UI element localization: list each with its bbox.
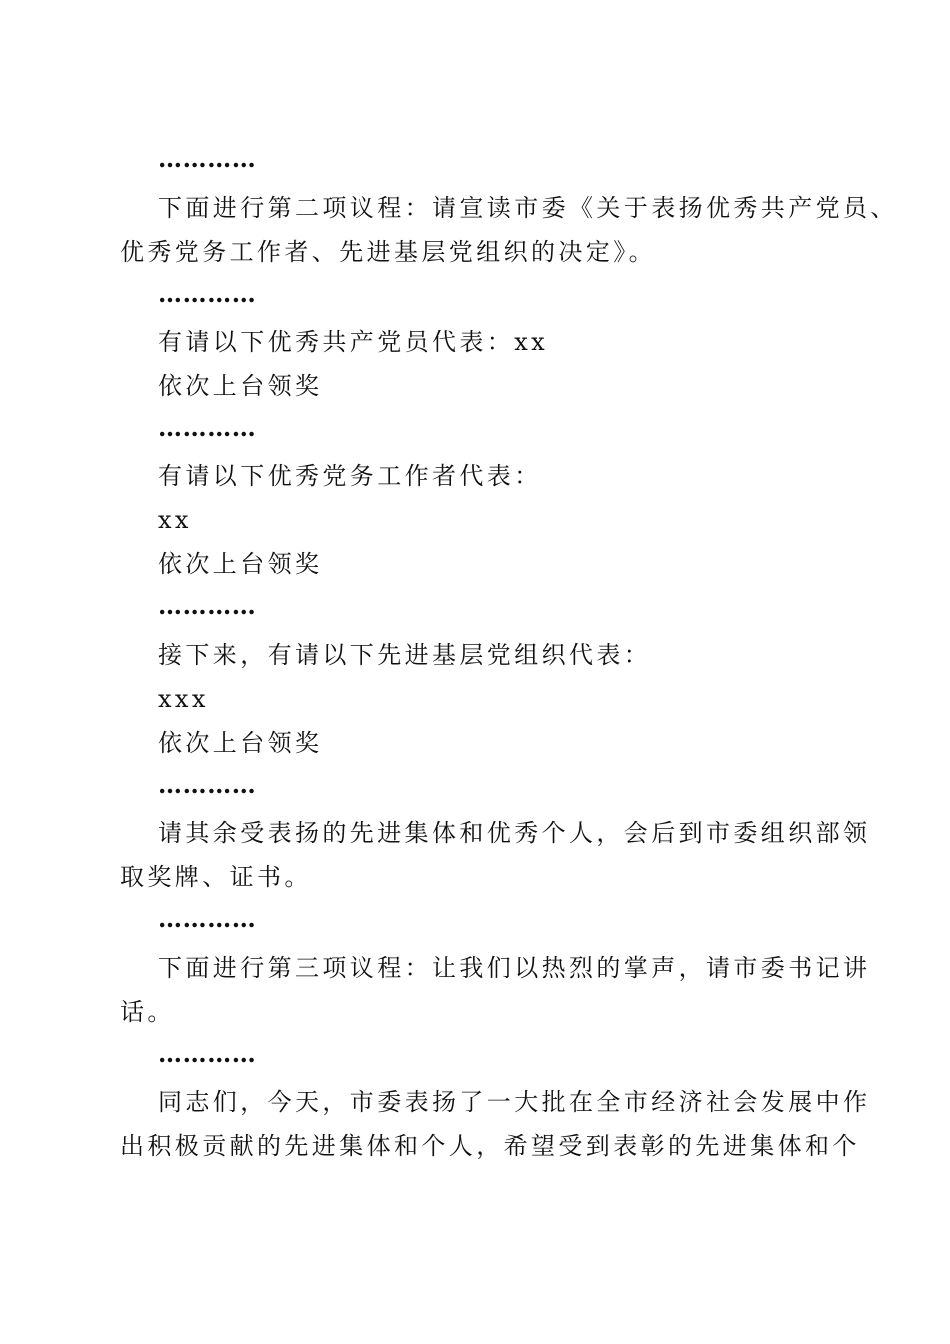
party-member-representatives-line: 有请以下优秀共产党员代表：xx [158, 328, 549, 356]
agenda-three-paragraph-line-2: 话。 [120, 998, 175, 1026]
award-instruction-line: 依次上台领奖 [158, 550, 323, 578]
ellipsis-separator: ………… [158, 279, 257, 308]
party-worker-representatives-line: 有请以下优秀党务工作者代表： [158, 462, 542, 490]
party-worker-names-line: xx [158, 506, 192, 534]
ellipsis-separator: ………… [158, 1039, 257, 1068]
ellipsis-separator: ………… [158, 144, 257, 173]
remaining-awardees-paragraph-line-2: 取奖牌、证书。 [120, 863, 312, 891]
agenda-three-paragraph-line-1: 下面进行第三项议程：让我们以热烈的掌声，请市委书记讲 [158, 954, 871, 982]
ellipsis-separator: ………… [158, 770, 257, 799]
closing-paragraph-line-2: 出积极贡献的先进集体和个人，希望受到表彰的先进集体和个 [120, 1132, 860, 1160]
ellipsis-separator: ………… [158, 591, 257, 620]
award-instruction-line: 依次上台领奖 [158, 729, 323, 757]
ellipsis-separator: ………… [158, 904, 257, 933]
closing-paragraph-line-1: 同志们，今天，市委表扬了一大批在全市经济社会发展中作 [158, 1088, 871, 1116]
ellipsis-separator: ………… [158, 413, 257, 442]
grassroots-organization-names-line: xxx [158, 685, 209, 713]
agenda-two-paragraph-line-1: 下面进行第二项议程：请宣读市委《关于表扬优秀共产党员、 [158, 194, 898, 222]
agenda-two-paragraph-line-2: 优秀党务工作者、先进基层党组织的决定》。 [120, 238, 656, 266]
grassroots-organization-representatives-line: 接下来，有请以下先进基层党组织代表： [158, 641, 652, 669]
remaining-awardees-paragraph-line-1: 请其余受表扬的先进集体和优秀个人，会后到市委组织部领 [158, 819, 871, 847]
award-instruction-line: 依次上台领奖 [158, 372, 323, 400]
